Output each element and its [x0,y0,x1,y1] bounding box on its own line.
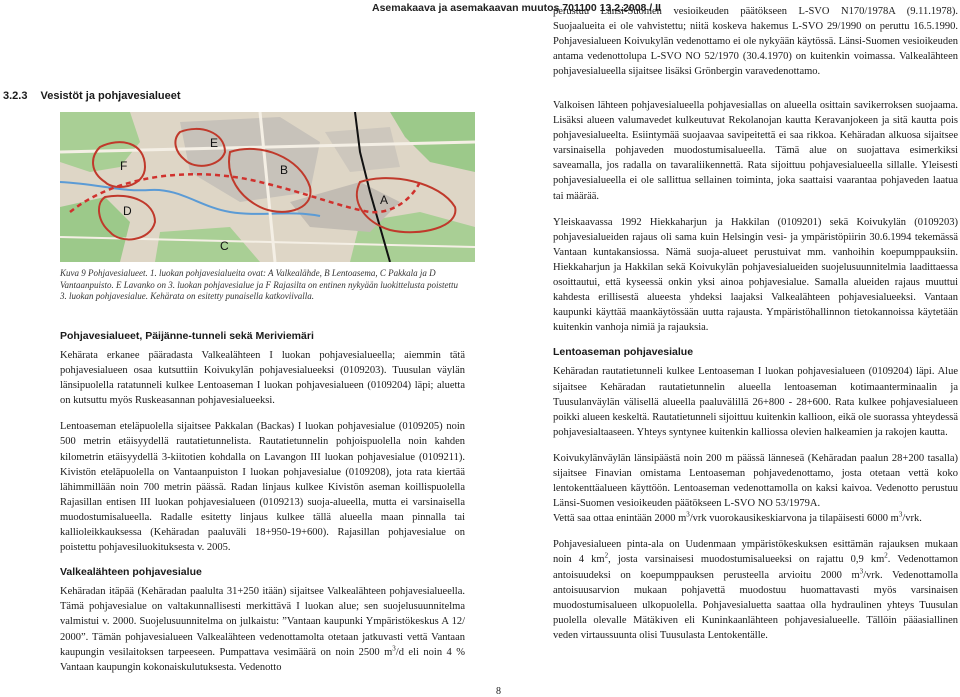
map-label-A: A [380,193,389,207]
text-run: . Vedenottamon antoisuudeksi on koepumppauksen perusteella arvioitu 2000 m [553,554,958,581]
superscript: 3 [859,567,864,576]
superscript: 2 [604,551,609,560]
text-run: /vrk. Vedenottamolla antoisuusarvion mukaan pohjavettä muodostuu huomattavasti myös varsinaisen muodostumisalueen ulkopuolella. Pohjavesialuetta saattaa olla hydraulinen yhteys Tuusulan puolella olevalle Mätäkiven eli Kuninkaanlähteen pohjavesialueelle. Tällöin pääasiallinen veden virtaussuunta olisi Tuusulasta Lentokentälle. [553,569,958,641]
running-header: Asemakaava ja asemakaavan muutos 701100 13.2.2008 / II [372,2,661,14]
paragraph: Lentoaseman eteläpuolella sijaitsee Pakkalan (Backas) I luokan pohjavesialue (0109205) noin 500 metrin etäisyydellä rautatietunnelista. Rautatietunnelin pohjoispuolella noin kahden kilometrin etäisyydellä 3-kiitotien kohdalla on Lavangon III luokan pohjavesialue (0109211). Kivistön eteläpuolella on Vantaanpuiston I luokan pohjavesialue (0109208), jota rata kiertää lähimmillään noin 700 metrin päässä. Radan linjaus kulkee Kivistön aseman koillispuolella Rajasillan entisen III luokan pohjavesialueen (0109213) suoja-alueella, mutta ei varsinaisella muodostumisalueella. Radalle esitetty linjaus kulkee tällä alueella maan pinnalla tai kallioleikkauksessa (Kehäradan paaluväli 18+950-19+600). Rajasillan pohjavesialue on poistettu pohjavesiluokituksesta v. 2005. [60,421,465,554]
paragraph: Valkoisen lähteen pohjavesialueella pohjavesiallas on alueella osittain savikerroksen suojaama. Lisäksi alueen valumavedet kulkeutuvat Rekolanojan kautta Keravanjokeen ja sitä kautta pois pohjavesialueelta. Esiintymää suojaavaa savipeitettä ei saa rikkoa. Kehäradan alkuosa sijaitsee varsinaisella pohjaveden muodostumisalueella. Tämä alue on suojattava esimerkiksi saveamalla, jos radalla on tavaraliikennettä. Rata sijoittuu pohjavesialueella sillalle. Yleisesti pohjavesialueella ei ole sallittua sellainen toiminta, joka saattaisi vaarantaa pohjaveden laatua tai määrää. [553,100,958,202]
right-column-top [553,4,958,90]
text-run: Pohjavesialueen pinta-ala on Uudenmaan ympäristökeskuksen esittämän rajauksen mukaan noin 4 km [553,539,958,566]
superscript: 2 [884,551,888,560]
page-number: 8 [496,686,501,697]
text-run: /vrk vuorokausikeskiarvona ja tilapäisesti 6000 m [689,513,899,525]
text-run: Koivukylänväylän länsipäästä noin 200 m päässä länneseä (Kehäradan paalun 28+200 tasalla) sijaitsee Finavian omistama Lentoaseman pohjavedenottamo, josta otetaan vettä koko lentokenttäalueen käyttöön. Lentoaseman vedenottamolla on kaksi kaivoa. Vedenotto perustuu Länsi-Suomen vesioikeuden päätökseen L-SVO NO 53/1979A. [553,452,958,510]
map-graphic [60,112,475,262]
superscript: 3 [686,510,690,519]
text-run: Kehäradan itäpää (Kehäradan paalulta 31+250 itään) sijaitsee Valkealähteen pohjavesialueella. Tämä pohjavesialue on valtakunnallisesti merkittävä I luokan alue; sen suojelusuunnitelma valmistui v. 2000. Suojelusuunnitelma on julkaistu: ”Vantaan kaupunki Ympäristökeskus A 12/ 2000”. Tämän pohjavesialueen Valkealähteen vedenottamolta otetaan jatkuvasti vettä Vantaan kaupungin vesilaitoksen tarpeeseen. Pumpattava vesimäärä on noin 2500 m [60,586,465,658]
heading-lentoasema: Lentoaseman pohjavesialue [553,346,694,359]
map-label-E: E [210,136,219,150]
paragraph [553,451,958,526]
right-column [553,98,958,654]
section-number: 3.2.3 [3,90,28,102]
text-run: /vrk. [902,513,922,525]
paragraph [553,537,958,643]
groundwater-map [60,112,475,262]
paragraph: Yleiskaavassa 1992 Hiekkaharjun ja Hakkilan (0109201) sekä Koivukylän (0109203) pohjavesialueiden rajaus oli sama kuin Helsingin vesi- ja ympäristöpiirin 30.6.1994 tekemässä Vantaan kuntakansiossa. Nämä suoja-alueet perustuivat mm. vanhoihin koepumppauksiin. Hiekkaharjun ja Hakkilan sekä Koivukylän pohjavesialueiden suojelusuunnitelmia laadittaessa osoittautui, että kyseessä onkin yksi ainoa pohjavesialue. Samalla alueiden rajaus muuttui kahdesta erillisestä alueesta yhdeksi laajaksi Valkealähteen pohjavesialueeksi. Vantaan kaupunki käyttää maankäytössään uutta rajausta. Ympäristöhallinnon tietokannoissa käytetään kuitenkin vanhoja nimiä ja rajauksia. [553,216,958,334]
figure-caption: Kuva 9 Pohjavesialueet. 1. luokan pohjavesialueita ovat: A Valkealähde, B Lentoasema, C Pakkala ja D Vantaanpuisto. E Lavanko on 3. luokan pohjavesialue ja F Rajasilta on entinen nykyään luokittelusta poistettu 3. luokan pohjavesialue. Kehärata on esitetty punaisella katkoviivalla. [60,268,458,301]
paragraph: perustuu Länsi-Suomen vesioikeuden päätökseen L-SVO N170/1978A (9.11.1978). Suojaalueita ei ole vahvistettu; niitä koskeva hakemus L-SVO 29/1990 on peruttu 16.5.1990. Pohjavesialueen Koivukylän vedenottamo ei ole nykyään käytössä. Länsi-Suomen vesioikeuden antama vedenottolupa L-SVO NO 52/1970 (30.4.1970) on kuitenkin voimassa. Valkealähteen pohjavesialueella sijaitsee lisäksi Grönbergin varavedenottamo. [553,6,958,78]
superscript: 3 [898,510,903,519]
left-column [60,330,465,686]
paragraph [60,584,465,675]
text-run: , josta varsinaisesi muodostumisalueeksi on rajattu 0,9 km [608,554,885,566]
paragraph: Kehärata erkanee pääradasta Valkealähteen I luokan pohjavesialueella; aiemmin tätä pohjavesialueen osaa kutsuttiin Koivukylän pohjavesialueeksi (0109203). Tuusulan väylän länsipuolella ratatunneli kulkee Lentoaseman I luokan pohjavesialueen (0109204) läpi; aluetta on kutsuttu myös Ruskeasannan pohjavesialueeksi. [60,350,465,407]
map-label-B: B [280,163,289,177]
section-title: Vesistöt ja pohjavesialueet [40,90,181,102]
text-run: Vettä saa ottaa enintään 2000 m [553,513,687,525]
text-run: /d eli noin 4 % Vantaan kaupungin kokonaiskulutuksesta. Vedenotto [60,646,465,673]
section-heading [3,90,181,102]
map-label-D: D [123,204,132,218]
heading-valkealahde: Valkealähteen pohjavesialue [60,566,202,579]
paragraph: Kehäradan rautatietunneli kulkee Lentoaseman I luokan pohjavesialueen (0109204) läpi. Alue sijaitsee Kehäradan rautatietunnelin alueella lentoaseman kotimaanterminaalin ja Tuusulanväylän välisellä alueella paaluvälillä 26+800 - 28+600. Rata kulkee pohjavesialueen poikki alueen keskeltä. Rautatietunneli sijoittuu kuitenkin kallioon, eikä ole suorassa yhteydessä pohjavesialtaaseen. Yhteys syntynee kuitenkin kalliossa olevien halkeamien ja rakojen kautta. [553,366,958,438]
heading-groundwater-tunnel: Pohjavesialueet, Päijänne-tunneli sekä Meriviemäri [60,330,314,342]
superscript: 3 [392,644,396,653]
map-label-F: F [120,159,128,173]
map-label-C: C [220,239,229,253]
